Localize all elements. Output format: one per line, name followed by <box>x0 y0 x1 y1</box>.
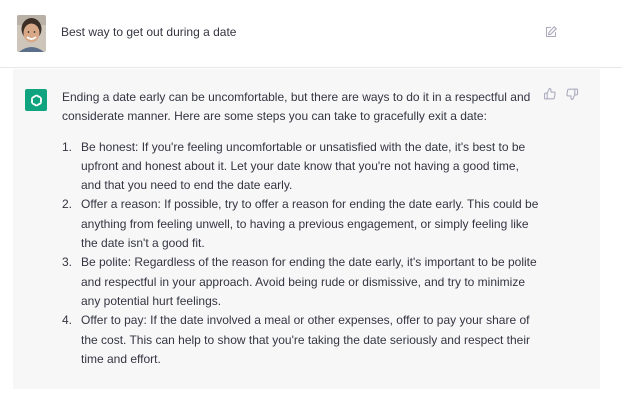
list-item <box>62 138 542 196</box>
thumbs-down-icon[interactable] <box>565 87 579 101</box>
list-item-text: Offer to pay: If the date involved a meal or other expenses, offer to pay your share of the cost. This can help to show that you're taking the date seriously and respect their time and effort. <box>81 313 530 366</box>
list-item-number: 3. <box>62 255 73 270</box>
list-item-number: 2. <box>62 197 73 212</box>
list-item-number: 4. <box>62 313 73 328</box>
assistant-intro: Ending a date early can be uncomfortable, but there are ways to do it in a respectful and considerate manner. Here are some steps you can take to gracefully exit a date: <box>62 90 531 124</box>
user-message-text: Best way to get out during a date <box>61 25 237 39</box>
steps-list <box>62 138 542 370</box>
openai-logo-icon <box>25 89 47 111</box>
list-item <box>62 253 542 311</box>
edit-icon[interactable] <box>544 25 558 39</box>
list-item-text: Offer a reason: If possible, try to offer a reason for ending the date early. This could be anything from feeling unwell, to having a previous engagement, or simply feeling like the date isn't a good fit. <box>81 197 539 251</box>
list-item <box>62 195 542 253</box>
list-item <box>62 311 542 369</box>
list-item-text: Be polite: Regardless of the reason for ending the date early, it's important to be polite and respectful in your approach. Avoid being rude or dismissive, and try to minimize any potential hurt feelings. <box>81 255 537 308</box>
thumbs-up-icon[interactable] <box>543 87 557 101</box>
user-message-row <box>0 0 622 68</box>
list-item-text: Be honest: If you're feeling uncomfortable or unsatisfied with the date, it's best to be upfront and honest about it. Let your date know that you're not having a good time, and that you need to end the date early. <box>81 139 526 193</box>
list-item-number: 1. <box>62 139 73 154</box>
assistant-message-row <box>13 69 600 389</box>
assistant-message-content <box>62 88 542 369</box>
user-avatar <box>17 15 46 52</box>
